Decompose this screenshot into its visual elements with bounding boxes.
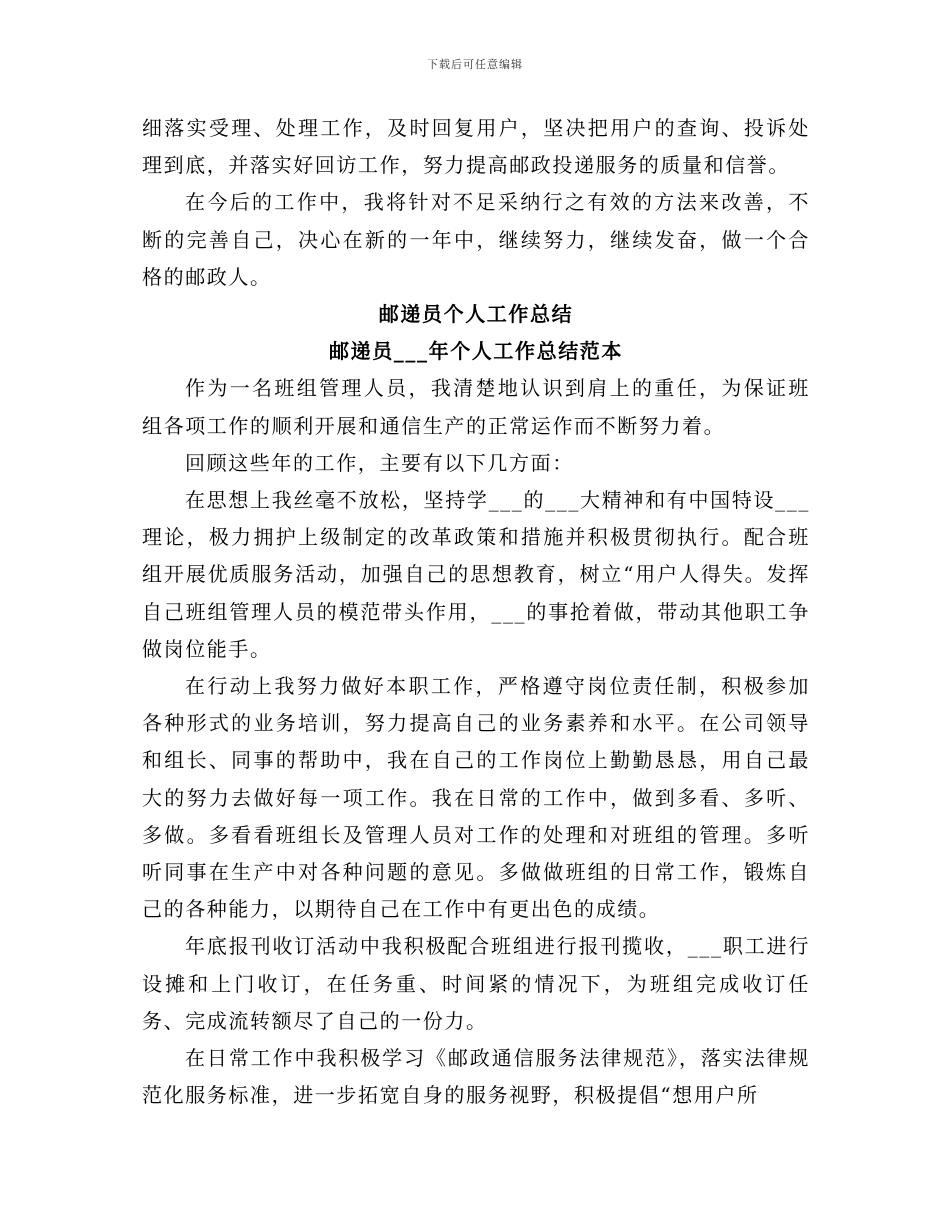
paragraph: 年底报刊收订活动中我积极配合班组进行报刊揽收，___职工进行设摊和上门收订，在任务重、时间紧的情况下，为班组完成收订任务、完成流转额尽了自己的一份力。 (142, 934, 810, 1033)
paragraph: 在行动上我努力做好本职工作，严格遵守岗位责任制，积极参加各种形式的业务培训，努力提高自己的业务素养和水平。在公司领导和组长、同事的帮助中，我在自己的工作岗位上勤勤恳恳，用自己最大的努力去做好每一项工作。我在日常的工作中，做到多看、多听、多做。多看看班组长及管理人员对工作的处理和对班组的管理。多听听同事在生产中对各种问题的意见。多做做班组的日常工作，锻炼自己的各种能力，以期待自己在工作中有更出色的成绩。 (142, 674, 810, 922)
header-note: 下载后可任意编辑 (427, 58, 523, 71)
paragraph: 在今后的工作中，我将针对不足采纳行之有效的方法来改善，不断的完善自己，决心在新的一年中，继续努力，继续发奋，做一个合格的邮政人。 (142, 190, 810, 289)
paragraph: 回顾这些年的工作，主要有以下几方面： (185, 450, 574, 475)
document-subtitle: 邮递员___年个人工作总结范本 (329, 339, 623, 364)
document-body (142, 110, 810, 1114)
paragraph: 作为一名班组管理人员，我清楚地认识到肩上的重任，为保证班组各项工作的顺利开展和通信生产的正常运作而不断努力着。 (142, 376, 810, 438)
paragraph: 细落实受理、处理工作，及时回复用户，坚决把用户的查询、投诉处理到底，并落实好回访工作，努力提高邮政投递服务的质量和信誉。 (142, 116, 810, 178)
paragraph: 在日常工作中我积极学习《邮政通信服务法律规范》，落实法律规范化服务标准，进一步拓宽自身的服务视野，积极提倡“想用户所 (142, 1046, 810, 1108)
paragraph: 在思想上我丝毫不放松，坚持学___的___大精神和有中国特设___理论，极力拥护上级制定的改革政策和措施并积极贯彻执行。配合班组开展优质服务活动，加强自己的思想教育，树立“用户人得失。发挥自己班组管理人员的模范带头作用，___的事抢着做，带动其他职工争做岗位能手。 (142, 488, 810, 661)
document-title: 邮递员个人工作总结 (378, 302, 574, 327)
